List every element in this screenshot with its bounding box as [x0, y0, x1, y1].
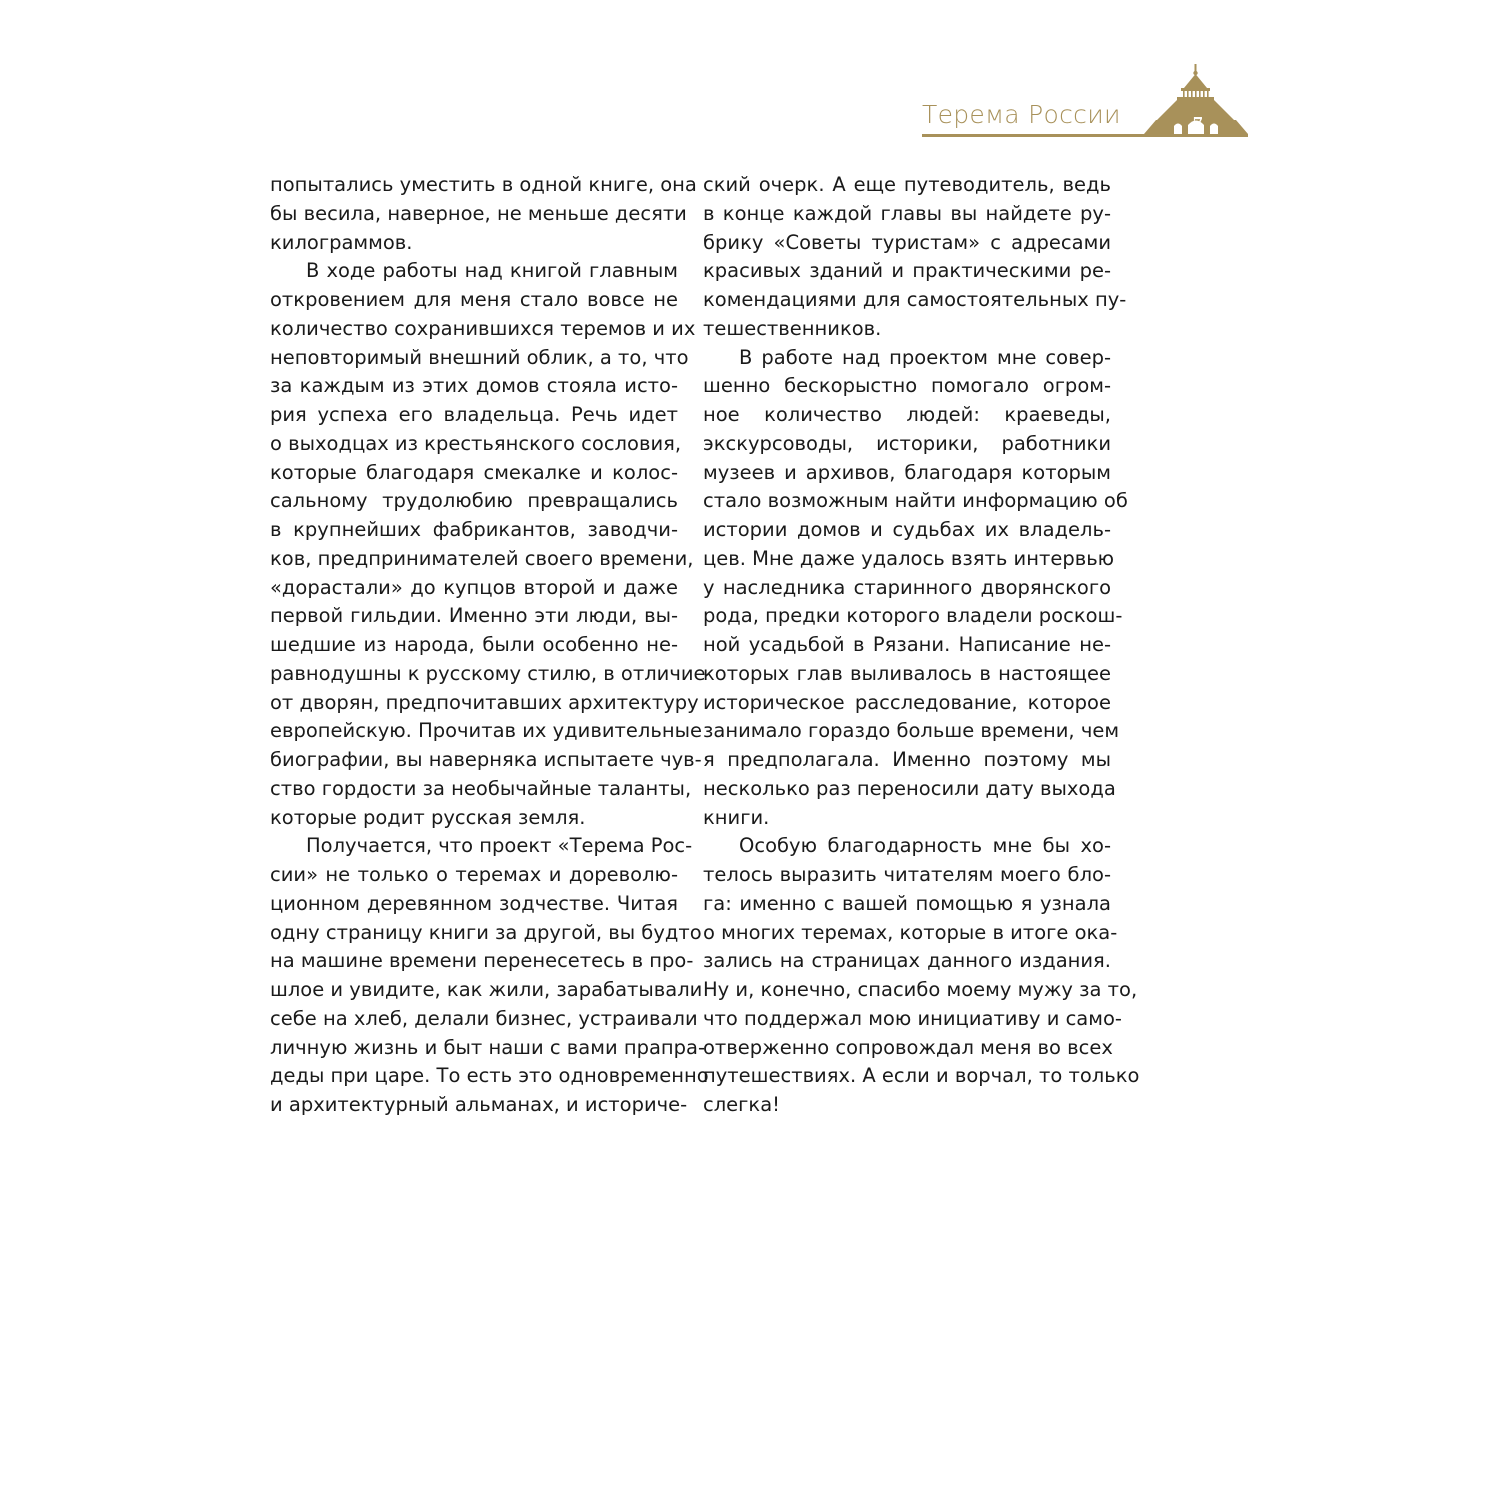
text-line: шенно бескорыстно помогало огром- [703, 374, 1111, 398]
text-line: бы весила, наверное, не меньше десяти [270, 201, 687, 225]
text-line: о выходцах из крестьянского сословия, [270, 431, 682, 455]
text-line: шедшие из народа, были особенно не- [270, 633, 678, 656]
text-line: килограммов. [270, 230, 413, 254]
text-line: откровением для меня стало вовсе не [270, 288, 678, 311]
text-line: которые родит русская земля. [270, 805, 586, 829]
text-line: ков, предпринимателей своего времени, [270, 546, 694, 570]
text-line: у наследника старинного дворянского [703, 575, 1111, 599]
text-line: которые благодаря смекалке и колос- [270, 460, 678, 484]
text-line: шлое и увидите, как жили, зарабатывали [270, 978, 703, 1001]
text-line: о многих теремах, которые в итоге ока- [703, 920, 1118, 944]
text-line: Получается, что проект «Терема Рос- [306, 834, 693, 858]
text-line: брику «Советы туристам» с адресами [703, 230, 1111, 254]
text-line: биографии, вы наверняка испытаете чув- [270, 748, 702, 771]
text-line: на машине времени перенесетесь в про- [270, 949, 694, 973]
text-line: путешествиях. А если и ворчал, то только [703, 1064, 1140, 1088]
text-line: отверженно сопровождал меня во всех [703, 1035, 1113, 1059]
text-line: га: именно с вашей помощью я узнала [703, 891, 1111, 915]
text-line: историческое расследование, которое [703, 690, 1111, 714]
text-line: первой гильдии. Именно эти люди, вы- [270, 604, 678, 628]
text-line: ное количество людей: краеведы, [703, 403, 1111, 426]
text-line: телось выразить читателям моего бло- [703, 863, 1111, 886]
text-line: ство гордости за необычайные таланты, [270, 776, 692, 800]
text-line: ной усадьбой в Рязани. Написание не- [703, 633, 1111, 656]
text-line: тешественников. [703, 316, 882, 340]
right-text-column [703, 171, 1140, 1120]
page-number: 7 [1192, 114, 1204, 132]
text-line: «дорастали» до купцов второй и даже [270, 575, 678, 599]
text-line: книги. [703, 805, 770, 829]
text-line: сальному трудолюбию превращались [270, 489, 678, 513]
left-text-column [270, 171, 709, 1120]
text-line: деды при царе. То есть это одновременно [270, 1064, 709, 1088]
text-line: неповторимый внешний облик, а то, что [270, 345, 689, 369]
text-line: равнодушны к русскому стилю, в отличие [270, 661, 706, 685]
text-line: комендациями для самостоятельных пу- [703, 288, 1127, 311]
running-title: Терема России [922, 100, 1121, 129]
text-line: которых глав выливалось в настоящее [703, 661, 1111, 685]
text-line: ский очерк. А еще путеводитель, ведь [703, 173, 1111, 196]
text-line: красивых зданий и практическими ре- [703, 259, 1111, 283]
text-line: В работе над проектом мне совер- [739, 345, 1111, 369]
running-header [922, 64, 1248, 140]
text-line: попытались уместить в одной книге, она [270, 173, 697, 196]
text-line: музеев и архивов, благодаря которым [703, 460, 1111, 484]
text-line: что поддержал мою инициативу и само- [703, 1006, 1122, 1030]
text-line: ционном деревянном зодчестве. Читая [270, 891, 678, 915]
text-line: занимало гораздо больше времени, чем [703, 719, 1120, 743]
text-line: в крупнейших фабрикантов, заводчи- [270, 518, 678, 541]
text-line: цев. Мне даже удалось взять интервью [703, 546, 1115, 570]
text-line: несколько раз переносили дату выхода [703, 776, 1116, 800]
text-line: в конце каждой главы вы найдете ру- [703, 201, 1111, 225]
text-line: количество сохранившихся теремов и их [270, 316, 696, 340]
text-line: В ходе работы над книгой главным [306, 259, 678, 283]
text-line: рода, предки которого владели роскош- [703, 604, 1123, 628]
text-line: от дворян, предпочитавших архитектуру [270, 690, 699, 714]
text-line: одну страницу книги за другой, вы будто [270, 920, 702, 944]
text-line: слегка! [703, 1093, 780, 1116]
text-line: сии» не только о теремах и дореволю- [270, 863, 678, 886]
text-line: экскурсоводы, историки, работники [703, 431, 1111, 455]
text-line: европейскую. Прочитав их удивительные [270, 719, 702, 743]
text-line: Ну и, конечно, спасибо моему мужу за то, [703, 978, 1138, 1001]
text-line: и архитектурный альманах, и историче- [270, 1093, 688, 1116]
text-line: стало возможным найти информацию об [703, 489, 1128, 513]
text-line: личную жизнь и быт наши с вами прапра- [270, 1035, 706, 1059]
text-line: зались на страницах данного издания. [703, 949, 1111, 973]
text-line: истории домов и судьбах их владель- [703, 518, 1111, 541]
text-line: себе на хлеб, делали бизнес, устраивали [270, 1006, 698, 1030]
text-line: рия успеха его владельца. Речь идет [270, 403, 678, 426]
text-line: за каждым из этих домов стояла исто- [270, 374, 678, 398]
text-line: я предполагала. Именно поэтому мы [703, 748, 1111, 771]
text-line: Особую благодарность мне бы хо- [739, 834, 1111, 858]
